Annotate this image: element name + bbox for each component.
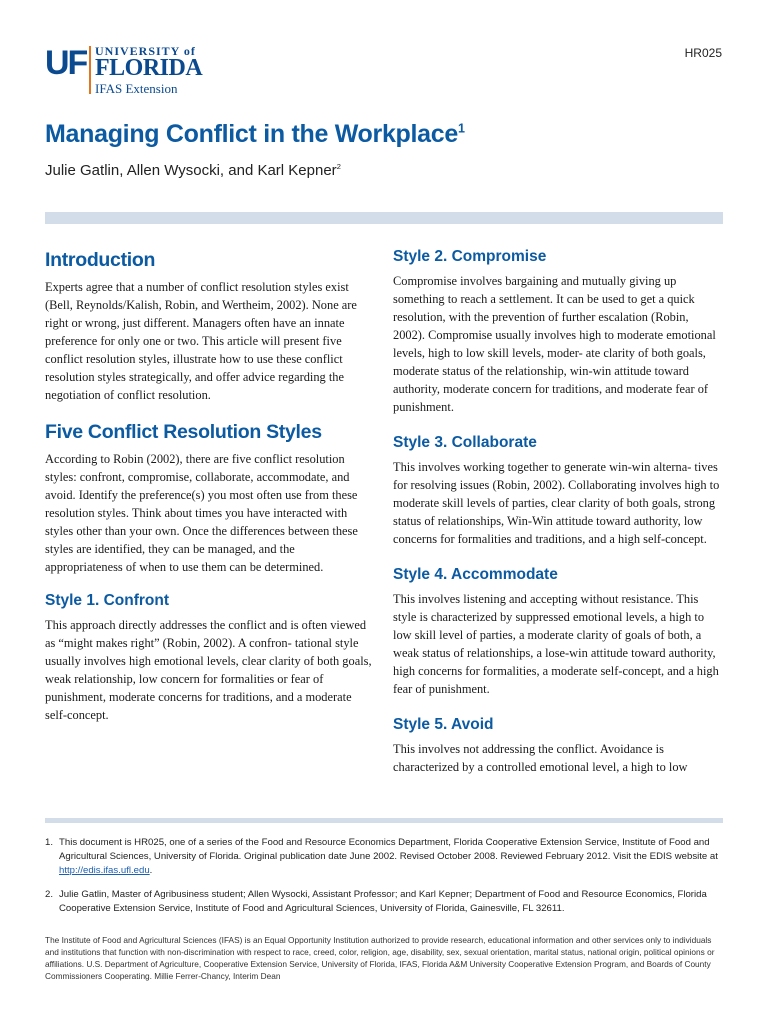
logo-uf-letters: UF — [45, 44, 87, 82]
header-divider — [45, 212, 723, 224]
document-title — [45, 118, 465, 150]
footnotes — [45, 836, 725, 926]
left-column — [45, 246, 372, 738]
heading-style-3: Style 3. Collaborate — [393, 434, 537, 451]
logo-ifas-extension: IFAS Extension — [95, 81, 178, 96]
heading-five-styles: Five Conflict Resolution Styles — [45, 421, 322, 443]
heading-introduction: Introduction — [45, 249, 156, 271]
paragraph-five-styles: According to Robin (2002), there are five conflict resolution styles: confront, compromise, collaborate, accommodate, and avoid. Identify the preference(s) you most often use from these resolution styles. Think about times you have interacted with styles other than your own. Once the differences between these styles are identified, they can be managed, and the appropriateness of when to use them can be determined. — [45, 452, 358, 574]
edis-website-link[interactable]: http://edis.ifas.ufl.edu — [59, 865, 150, 876]
heading-style-4: Style 4. Accommodate — [393, 566, 558, 583]
authors-footnote-ref: 2 — [336, 162, 341, 171]
paragraph-style-1: This approach directly addresses the conflict and is often viewed as “might makes right” (Robin, 2002). A confron- tational style usually involves high emotional levels, clear clarity of both goals, weak relationship, low concern for formalities or fear of punishment, moderate concerns for traditions, and a moderate self-concept. — [45, 618, 372, 722]
title-footnote-ref: 1 — [457, 121, 465, 136]
right-column — [393, 246, 720, 792]
heading-style-2: Style 2. Compromise — [393, 248, 547, 265]
footnote-divider — [45, 818, 723, 823]
title-text: Managing Conflict in the Workplace — [45, 120, 458, 148]
heading-style-1: Style 1. Confront — [45, 592, 170, 609]
paragraph-introduction: Experts agree that a number of conflict resolution styles exist (Bell, Reynolds/Kalish, Robin, and Wertheim, 2002). None are right or wrong, just different. Managers often have an innate preference for only one or two. This article will present five conflict resolution styles, illustrate how to use these conflict resolution styles strategically, and offer advice regarding the negotiation of conflict resolution. — [45, 280, 357, 402]
footnote-1-body: This document is HR025, one of a series of the Food and Resource Economics Department, Florida Cooperative Extension Service, Institute of Food and Agricultural Sciences, University of Florida. Original publication date June 2002. Revised October 2008. Reviewed February 2012. Visit the EDIS website at — [59, 837, 718, 862]
heading-style-5: Style 5. Avoid — [393, 716, 494, 733]
document-code: HR025 — [684, 46, 722, 60]
footnote-number: 1. — [45, 837, 54, 848]
footnote-1-period: . — [149, 865, 153, 876]
paragraph-style-3: This involves working together to generate win-win alterna- tives for resolving issues (Robin, 2002). Collaborating involves high to moderate skill levels of parties, clear clarity of both goals, strong status of relationships, Win-Win attitude toward authority, low concerns for formalities and traditions, and a high self-concept. — [393, 460, 720, 546]
footnote-2 — [45, 888, 725, 916]
paragraph-style-5: This involves not addressing the conflict. Avoidance is characterized by a controlled emotional level, a high to low — [393, 742, 688, 774]
authors-line — [45, 160, 341, 182]
logo-divider — [89, 46, 91, 94]
paragraph-style-2: Compromise involves bargaining and mutually giving up something to reach a settlement. It can be used to get a quick resolution, with the prevention of further escalation (Robin, 2002). Compromise usually involves high to moderate emotional levels, high to low skill levels, moder- ate clarity of both goals, moderate status of the relationship, win-win attitude toward authority, moderate concern for traditions, and moderate fear of punishment. — [393, 274, 716, 414]
paragraph-style-4: This involves listening and accepting without resistance. This style is characterized by suppressed emotional levels, a high to low skill level of parties, a moderate clarity of goals of both, a weak status of relationships, a lose-win attitude toward authority, high concerns for formalities, a moderate self-concept, and a high fear of punishment. — [393, 592, 719, 696]
footnote-number: 2. — [45, 889, 54, 900]
footnote-text — [59, 836, 725, 878]
uf-ifas-logo — [45, 44, 225, 99]
equal-opportunity-statement: The Institute of Food and Agricultural Sciences (IFAS) is an Equal Opportunity Institution authorized to provide research, educational information and other services only to individuals and institutions that function with non-discrimination with respect to race, creed, color, religion, age, disability, sex, sexual orientation, marital status, national origin, political opinions or affiliations. U.S. Department of Agriculture, Cooperative Extension Service, University of Florida, IFAS, Florida A&M University Cooperative Extension Program, and Boards of County Commissioners Cooperating. Millie Ferrer-Chancy, Interim Dean — [45, 935, 715, 981]
logo-university-of: UNIVERSITY of — [95, 44, 196, 58]
authors-text: Julie Gatlin, Allen Wysocki, and Karl Kepner — [45, 162, 337, 179]
footnote-1 — [45, 836, 725, 878]
footnote-2-body: Julie Gatlin, Master of Agribusiness student; Allen Wysocki, Assistant Professor; and Karl Kepner; Department of Food and Resource Economics, Florida Cooperative Extension Service, Institute of Food and Agricultural Sciences, University of Florida, Gainesville, FL 32611. — [59, 889, 707, 914]
logo-florida: FLORIDA — [95, 55, 203, 81]
